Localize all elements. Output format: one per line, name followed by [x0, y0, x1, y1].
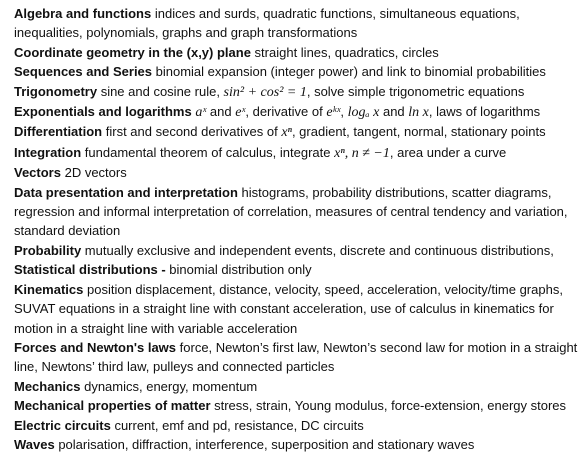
- topic-heading: Algebra and functions: [14, 6, 152, 21]
- topic-heading: Electric circuits: [14, 417, 111, 433]
- topic-coordinate-geometry: [14, 43, 580, 62]
- topic-description: stress, strain, Young modulus, force-extension, energy stores: [210, 398, 567, 414]
- topic-description: , laws of logarithms: [428, 104, 541, 120]
- topic-description: ,: [340, 104, 348, 120]
- topic-heading: Kinematics: [14, 281, 84, 297]
- topic-heading: Sequences and Series: [14, 64, 153, 80]
- topic-integration: [14, 143, 580, 163]
- topic-description: straight lines, quadratics, circles: [250, 44, 439, 60]
- math-expression: xⁿ, n ≠ −1: [334, 145, 390, 161]
- topic-data-presentation: [14, 183, 580, 241]
- topic-electric-circuits: [14, 416, 580, 435]
- topic-heading: Data presentation and interpretation: [14, 184, 238, 200]
- topic-heading: Coordinate geometry in the (x,y) plane: [14, 44, 251, 60]
- topic-description: binomial distribution only: [165, 262, 312, 278]
- topic-exponentials-logarithms: [14, 102, 580, 122]
- topic-description: first and second derivatives of: [102, 124, 282, 140]
- topic-description: , area under a curve: [389, 144, 507, 160]
- math-expression: aˣ: [195, 105, 207, 121]
- topic-heading: Mechanics: [14, 378, 81, 394]
- topic-heading: Exponentials and logarithms: [14, 104, 192, 120]
- topic-description: , derivative of: [245, 104, 327, 120]
- topic-differentiation: [14, 122, 580, 142]
- topic-heading: Trigonometry: [14, 83, 98, 99]
- topic-description: , gradient, tangent, normal, stationary points: [291, 124, 546, 140]
- topic-algebra: [14, 4, 580, 43]
- topic-description: and: [206, 104, 236, 120]
- topic-description: sine and cosine rule,: [97, 83, 224, 99]
- topic-description: current, emf and pd, resistance, DC circuits: [110, 417, 364, 433]
- math-expression: logₐ x: [347, 105, 380, 121]
- topic-sequences-series: [14, 62, 580, 81]
- topic-description: fundamental theorem of calculus, integrate: [81, 144, 335, 160]
- topic-description: histograms, probability distributions, scatter diagrams, regression and informal interpretation of correlation, measures of central tendency and variation, standard deviation: [14, 184, 568, 239]
- topic-description: 2D vectors: [60, 165, 127, 181]
- topic-mechanical-properties: [14, 396, 580, 415]
- topic-heading: Forces and Newton's laws: [14, 339, 177, 355]
- math-expression: sin² + cos² = 1: [223, 84, 307, 100]
- topic-description: and: [379, 104, 409, 120]
- topic-description: , solve simple trigonometric equations: [306, 83, 525, 99]
- math-expression: xⁿ: [281, 125, 292, 141]
- topic-probability: [14, 241, 580, 260]
- topic-heading: Mechanical properties of matter: [14, 398, 211, 414]
- topic-heading: Waves: [14, 436, 55, 452]
- topic-statistical-distributions: [14, 260, 580, 279]
- topic-kinematics: [14, 280, 580, 338]
- topic-heading: Differentiation: [14, 124, 103, 140]
- topic-forces-newtons-laws: [14, 338, 580, 377]
- topic-description: mutually exclusive and independent events, discrete and continuous distributions,: [81, 242, 554, 258]
- topic-waves: [14, 435, 580, 454]
- topic-description: dynamics, energy, momentum: [80, 378, 258, 394]
- topic-heading: Probability: [14, 242, 82, 258]
- topic-heading: Integration: [14, 144, 82, 160]
- math-expression: eᵏˣ: [326, 105, 341, 121]
- topic-trigonometry: [14, 82, 580, 102]
- topic-description: polarisation, diffraction, interference, superposition and stationary waves: [54, 436, 475, 452]
- topic-description: force, Newton’s first law, Newton’s second law for motion in a straight line, Newtons’ third law, pulleys and connected particles: [14, 339, 578, 375]
- topic-description: binomial expansion (integer power) and link to binomial probabilities: [152, 64, 546, 80]
- topic-heading: Statistical distributions -: [14, 262, 166, 278]
- topic-description: indices and surds, quadratic functions, simultaneous equations, inequalities, polynomials, graphs and graph transformations: [14, 6, 520, 41]
- topic-description: position displacement, distance, velocity, speed, acceleration, velocity/time graphs, SUVAT equations in a straight line with constant acceleration, use of calculus in kinematics for motion in a straight line with variable acceleration: [14, 281, 563, 336]
- topic-heading: Vectors: [14, 165, 61, 181]
- math-expression: eˣ: [235, 105, 246, 121]
- math-expression: ln x: [408, 105, 429, 121]
- topic-mechanics: [14, 377, 580, 396]
- topic-vectors: [14, 163, 580, 182]
